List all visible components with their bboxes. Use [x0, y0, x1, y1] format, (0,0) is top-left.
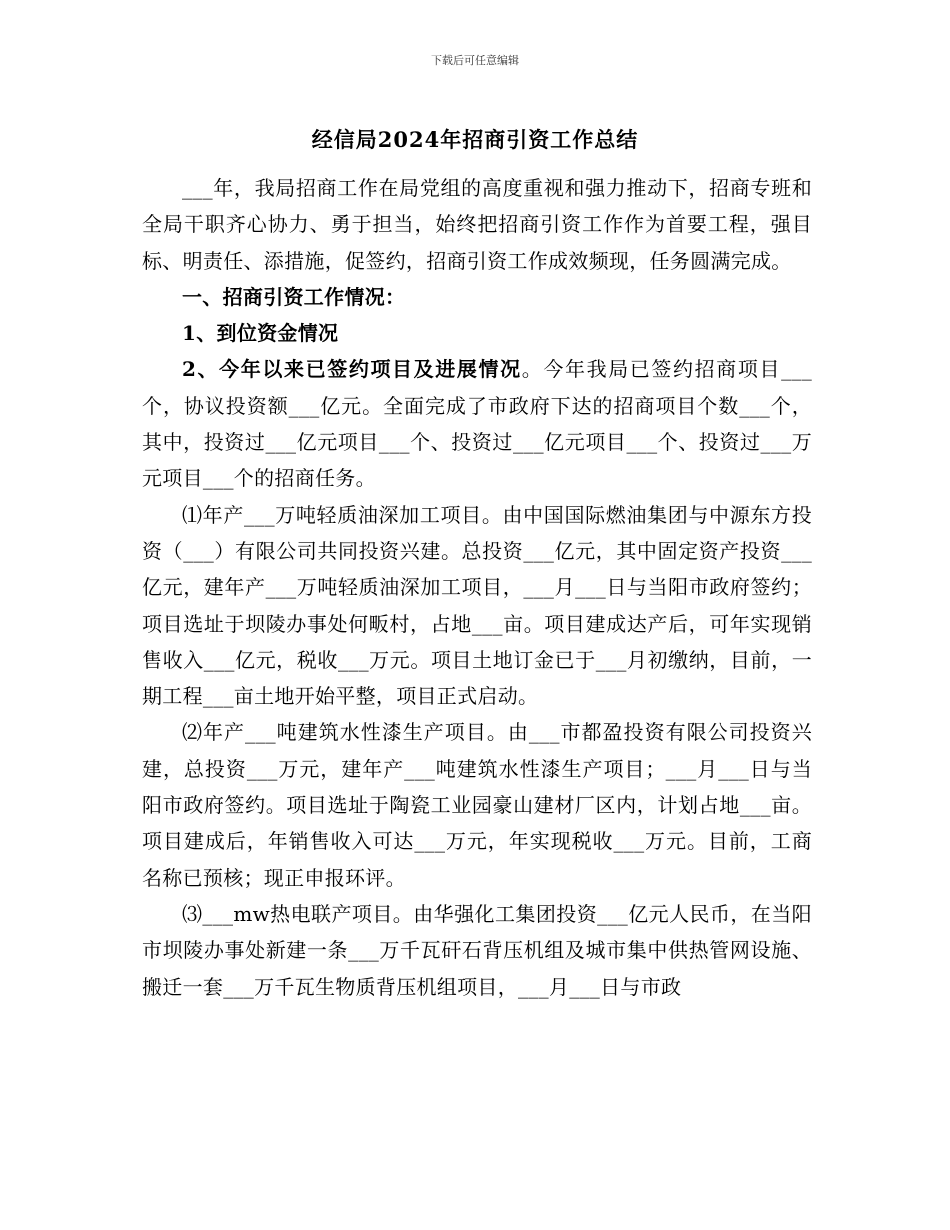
section-heading: 一、招商引资工作情况：	[182, 284, 406, 309]
subsection-text-2: 。今年我局已签约招商项目___个，协议投资额___亿元。全面完成了市政府下达的招商项目个数___个，其中，投资过___亿元项目___个、投资过___亿元项目___个、投资过___万元项目___个的招商任务。	[142, 357, 812, 491]
document-body	[142, 170, 812, 1005]
intro-paragraph: ___年，我局招商工作在局党组的高度重视和强力推动下，招商专班和全局干职齐心协力、勇于担当，始终把招商引资工作作为首要工程，强目标、明责任、添措施，促签约，招商引资工作成效频现，任务圆满完成。	[142, 176, 812, 273]
document-title: 经信局2024年招商引资工作总结	[311, 127, 639, 152]
project-item-1: ⑴年产___万吨轻质油深加工项目。由中国国际燃油集团与中源东方投资（___）有限公司共同投资兴建。总投资___亿元，其中固定资产投资___亿元，建年产___万吨轻质油深加工项目，___月___日与当阳市政府签约；项目选址于坝陵办事处何畈村，占地___亩。项目建成达产后，可年实现销售收入___亿元，税收___万元。项目土地订金已于___月初缴纳，目前，一期工程___亩土地开始平整，项目正式启动。	[142, 502, 812, 709]
project-item-3: ⑶___mw热电联产项目。由华强化工集团投资___亿元人民币，在当阳市坝陵办事处新建一条___万千瓦矸石背压机组及城市集中供热管网设施、搬迁一套___万千瓦生物质背压机组项目，___月___日与市政	[142, 901, 812, 999]
header-note: 下载后可任意编辑	[431, 54, 519, 67]
project-item-2: ⑵年产___吨建筑水性漆生产项目。由___市都盈投资有限公司投资兴建，总投资___万元，建年产___吨建筑水性漆生产项目；___月___日与当阳市政府签约。项目选址于陶瓷工业园豪山建材厂区内，计划占地___亩。项目建成后，年销售收入可达___万元，年实现税收___万元。目前，工商名称已预核；现正申报环评。	[142, 720, 812, 890]
subsection-heading-2: 2、今年以来已签约项目及进展情况	[182, 357, 522, 382]
subsection-heading-1: 1、到位资金情况	[182, 321, 339, 346]
subsection-paragraph-2	[142, 351, 812, 496]
